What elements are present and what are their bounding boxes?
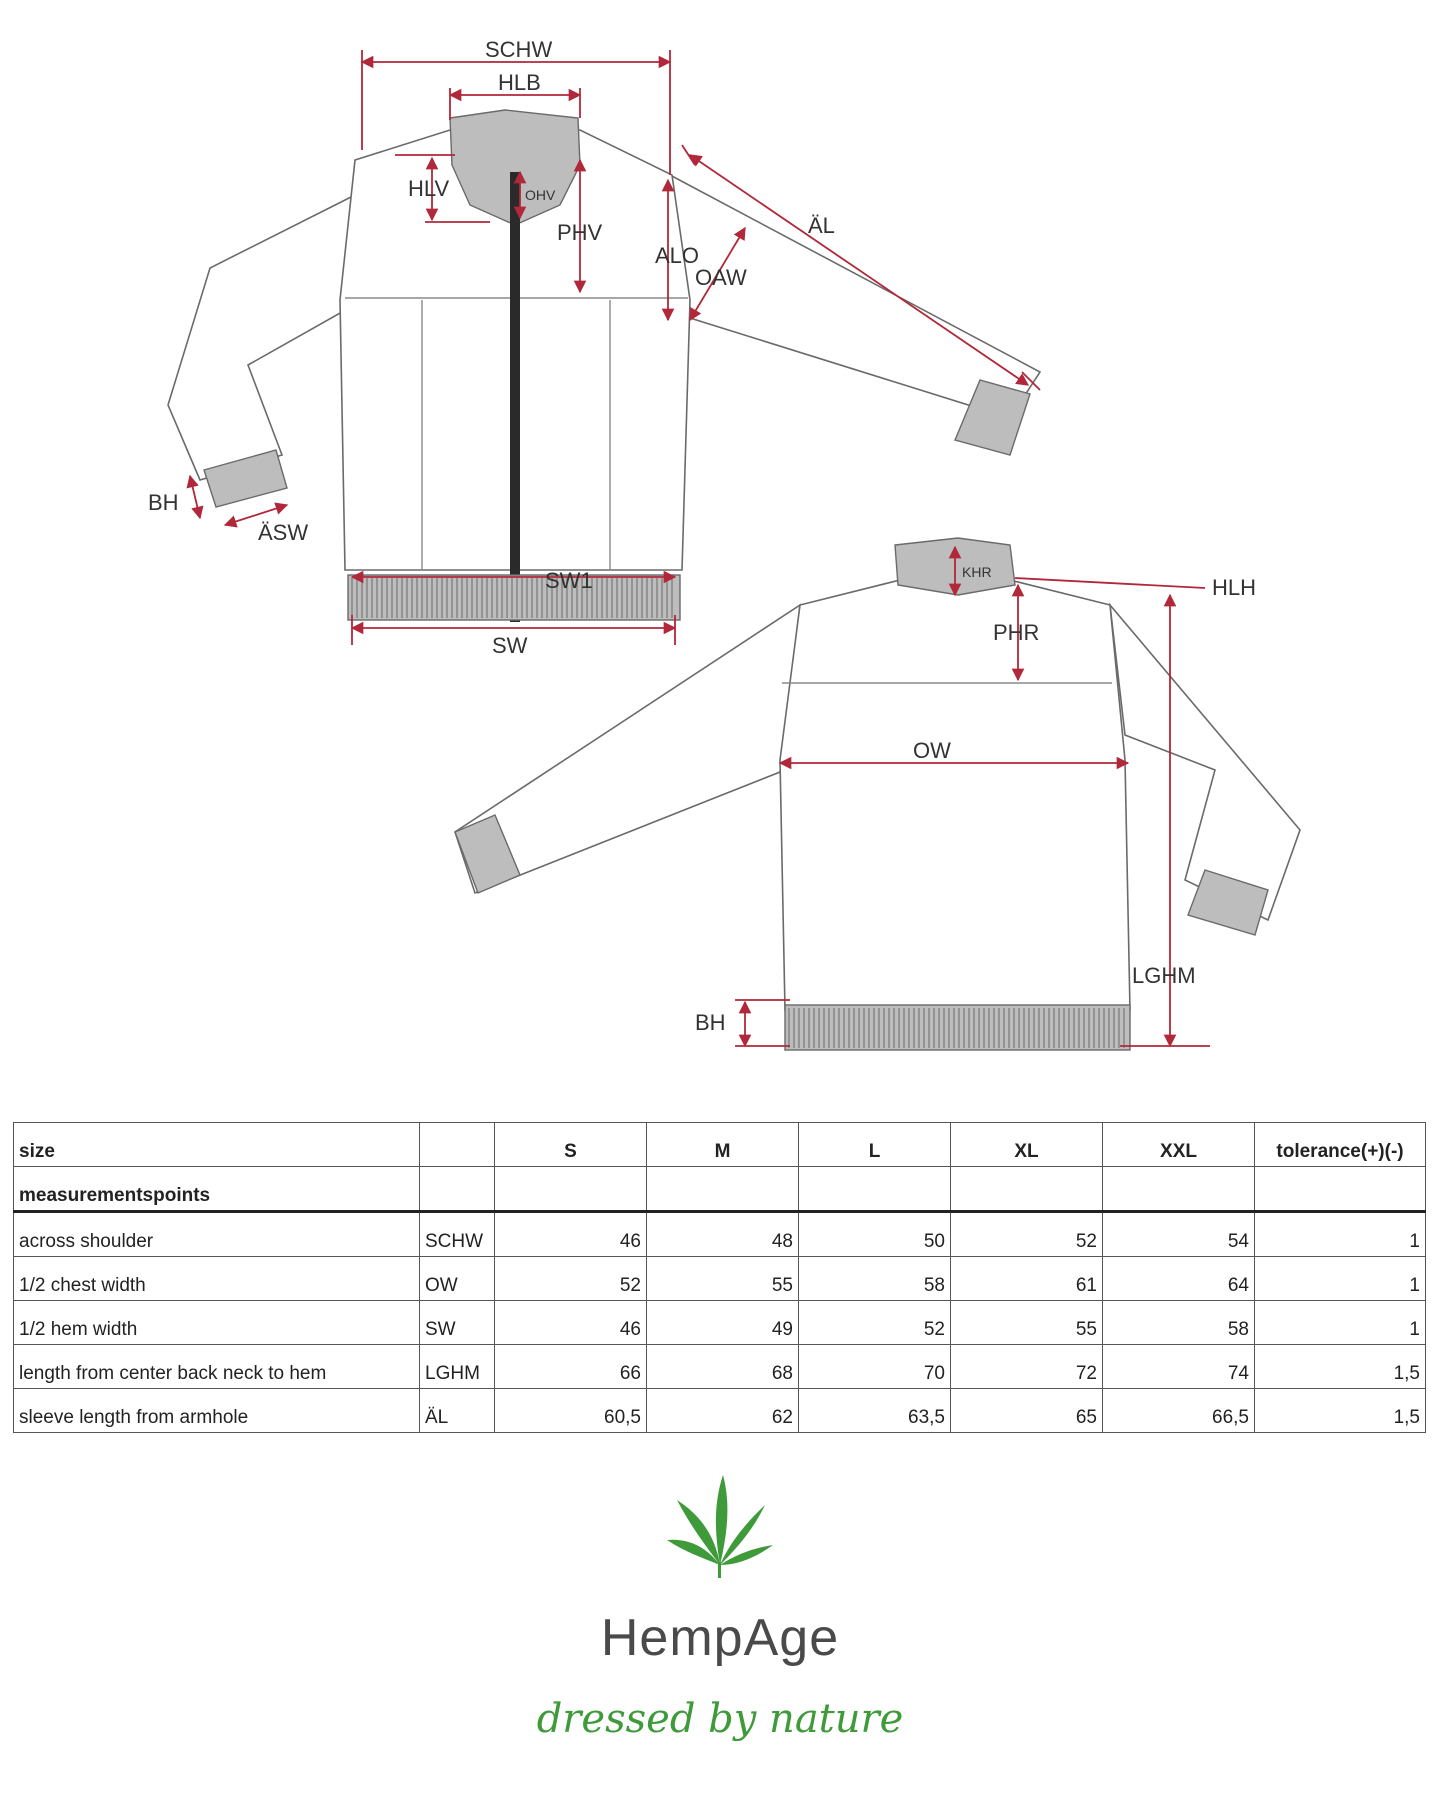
header-code (420, 1123, 495, 1167)
label-ow: OW (913, 738, 951, 763)
cell-value: 66 (495, 1345, 647, 1389)
header-size: size (14, 1123, 420, 1167)
label-khr: KHR (962, 564, 992, 580)
cell-value: 68 (647, 1345, 799, 1389)
header-tolerance: tolerance(+)(-) (1255, 1123, 1426, 1167)
subheader-measurementpoints: measurementspoints (14, 1167, 420, 1212)
table-header-row (14, 1123, 1426, 1167)
cell-value: 58 (1103, 1301, 1255, 1345)
row-code: LGHM (420, 1345, 495, 1389)
table-row (14, 1212, 1426, 1257)
cell-value: 58 (799, 1257, 951, 1301)
cell-value: 62 (647, 1389, 799, 1433)
cell-tolerance: 1,5 (1255, 1389, 1426, 1433)
table-row (14, 1345, 1426, 1389)
brand-name: HempAge (600, 1609, 840, 1667)
header-size-m: M (647, 1123, 799, 1167)
cell-value: 74 (1103, 1345, 1255, 1389)
brand-footer (0, 1470, 1440, 1770)
row-name: 1/2 chest width (14, 1257, 420, 1301)
row-name: 1/2 hem width (14, 1301, 420, 1345)
cell-value: 55 (647, 1257, 799, 1301)
cell-value: 55 (951, 1301, 1103, 1345)
cell-value: 70 (799, 1345, 951, 1389)
label-alo: ALO (655, 243, 700, 268)
label-oaw: OAW (695, 265, 747, 290)
cell-tolerance: 1,5 (1255, 1345, 1426, 1389)
cell-value: 46 (495, 1212, 647, 1257)
header-size-xxl: XXL (1103, 1123, 1255, 1167)
cell-value: 52 (799, 1301, 951, 1345)
cell-value: 60,5 (495, 1389, 647, 1433)
cell-value: 54 (1103, 1212, 1255, 1257)
label-hlh: HLH (1212, 575, 1257, 600)
row-code: OW (420, 1257, 495, 1301)
cell-tolerance: 1 (1255, 1257, 1426, 1301)
row-code: ÄL (420, 1389, 495, 1433)
cell-value: 50 (799, 1212, 951, 1257)
header-size-xl: XL (951, 1123, 1103, 1167)
label-bh-front: BH (148, 490, 179, 515)
cell-value: 66,5 (1103, 1389, 1255, 1433)
cell-value: 52 (495, 1257, 647, 1301)
cell-value: 49 (647, 1301, 799, 1345)
label-sw: SW (492, 633, 528, 658)
cell-value: 65 (951, 1389, 1103, 1433)
row-name: length from center back neck to hem (14, 1345, 420, 1389)
label-hlb: HLB (498, 70, 541, 95)
cell-value: 72 (951, 1345, 1103, 1389)
row-code: SW (420, 1301, 495, 1345)
table-row (14, 1301, 1426, 1345)
row-name: sleeve length from armhole (14, 1389, 420, 1433)
label-al: ÄL (808, 213, 835, 238)
label-asw: ÄSW (258, 520, 309, 545)
brand-tagline: dressed by nature (536, 1696, 904, 1742)
cell-value: 52 (951, 1212, 1103, 1257)
cell-value: 48 (647, 1212, 799, 1257)
row-name: across shoulder (14, 1212, 420, 1257)
label-bh-back: BH (695, 1010, 726, 1035)
label-phv: PHV (557, 220, 603, 245)
cell-value: 46 (495, 1301, 647, 1345)
cell-value: 64 (1103, 1257, 1255, 1301)
label-lghm: LGHM (1132, 963, 1196, 988)
cell-value: 63,5 (799, 1389, 951, 1433)
table-row (14, 1389, 1426, 1433)
header-size-s: S (495, 1123, 647, 1167)
table-subheader-row (14, 1167, 1426, 1212)
label-ohv: OHV (525, 187, 556, 203)
cell-tolerance: 1 (1255, 1301, 1426, 1345)
label-phr: PHR (993, 620, 1040, 645)
label-schw: SCHW (485, 37, 553, 62)
cell-value: 61 (951, 1257, 1103, 1301)
label-sw1: SW1 (545, 568, 593, 593)
size-chart-table (13, 1122, 1426, 1433)
header-size-l: L (799, 1123, 951, 1167)
cell-tolerance: 1 (1255, 1212, 1426, 1257)
label-hlv: HLV (408, 176, 450, 201)
hemp-leaf-icon (665, 1470, 775, 1580)
row-code: SCHW (420, 1212, 495, 1257)
table-row (14, 1257, 1426, 1301)
